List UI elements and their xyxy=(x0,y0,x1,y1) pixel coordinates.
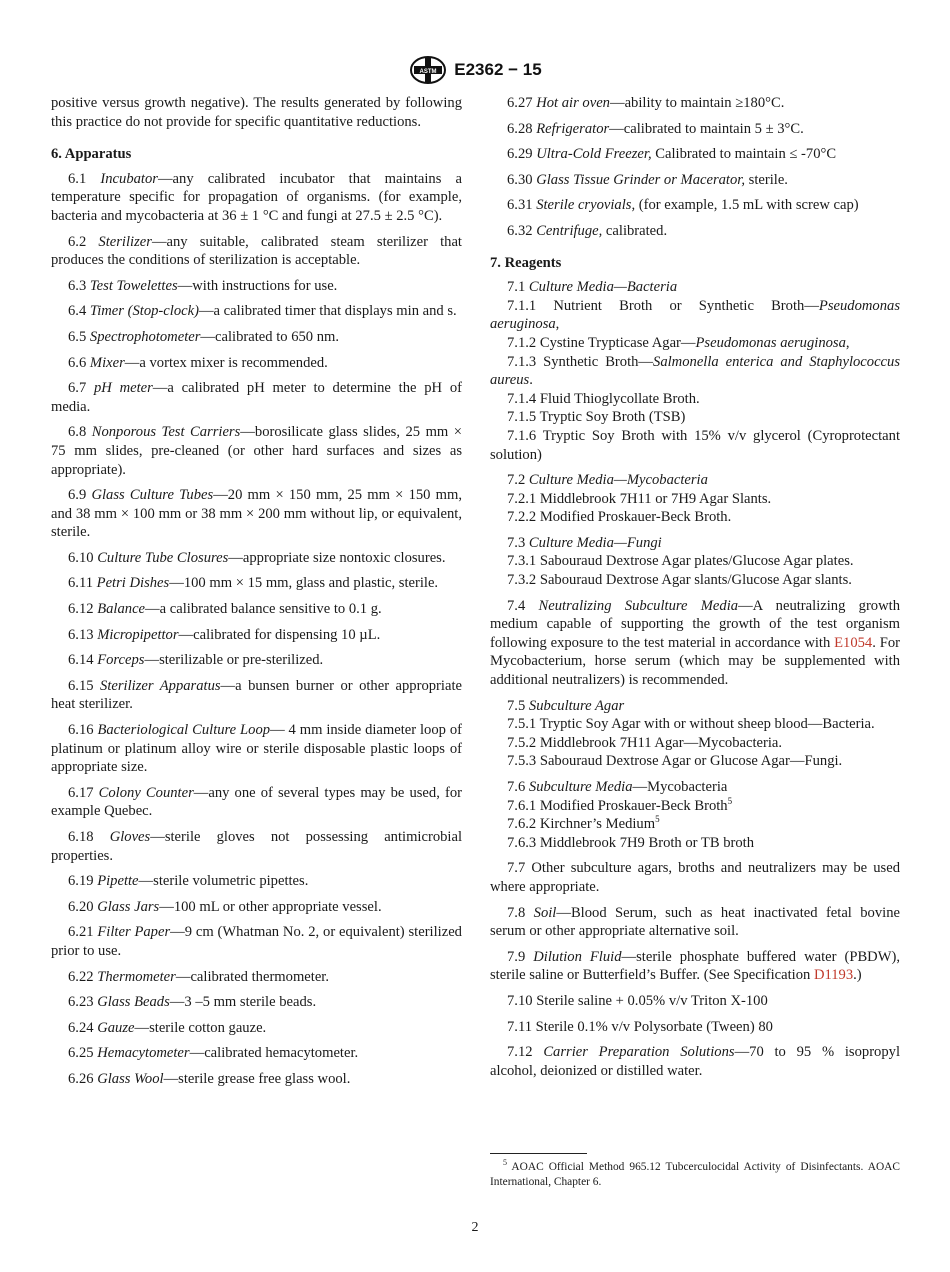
reagent-7-6-2: 7.6.2 Kirchner’s Medium$^5$ xyxy=(507,814,660,833)
apparatus-item: 6.13 Micropipettor—calibrated for dispensing 10 µL. xyxy=(68,626,381,643)
reagent-7-11: 7.11 Sterile 0.1% v/v Polysorbate (Tween) 80 xyxy=(507,1018,773,1035)
footnote-ref[interactable]: 5 xyxy=(655,814,660,825)
reagent-7-5-2: 7.5.2 Middlebrook 7H11 Agar—Mycobacteria. xyxy=(507,734,783,751)
reagent-7-2-1: 7.2.1 Middlebrook 7H11 or 7H9 Agar Slants. xyxy=(507,490,772,507)
apparatus-item: 6.28 Refrigerator—calibrated to maintain 5 ± 3°C. xyxy=(507,120,804,137)
reagent-7-1: 7.1 Culture Media—Bacteria xyxy=(507,279,678,296)
apparatus-item: 6.11 Petri Dishes—100 mm × 15 mm, glass and plastic, sterile. xyxy=(68,575,439,592)
reagent-7-9: 7.9 Dilution Fluid—sterile phosphate buffered water (PBDW), sterile saline or Butterfield’s Buffer. (See Specification D1193.) xyxy=(490,948,900,984)
reagent-7-1-4: 7.1.4 Fluid Thioglycollate Broth. xyxy=(507,390,700,407)
apparatus-item: 6.18 Gloves—sterile gloves not possessing antimicrobial properties. xyxy=(51,829,462,864)
apparatus-item: 6.5 Spectrophotometer—calibrated to 650 nm. xyxy=(68,328,340,345)
reagent-7-10: 7.10 Sterile saline + 0.05% v/v Triton X-100 xyxy=(507,992,768,1009)
footnote: $^5$ AOAC Official Method 965.12 Tubcerculocidal Activity of Disinfectants. AOAC International, Chapter 6. xyxy=(490,1158,900,1188)
apparatus-item: 6.1 Incubator—any calibrated incubator that maintains a temperature specific for propagation of organisms. (for example, bacteria and mycobacteria at 36 ± 1 °C and fungi at 27.5 ± 2.5 °C). xyxy=(51,170,462,224)
apparatus-item: 6.6 Mixer—a vortex mixer is recommended. xyxy=(68,354,328,371)
apparatus-item: 6.19 Pipette—sterile volumetric pipettes. xyxy=(68,873,309,890)
reagent-7-7: 7.7 Other subculture agars, broths and neutralizers may be used where appropriate. xyxy=(490,860,900,895)
reagent-7-1-1: 7.1.1 Nutrient Broth or Synthetic Broth—Pseudomonas aeruginosa, xyxy=(490,297,900,333)
right-column xyxy=(490,94,900,1087)
intro-paragraph: positive versus growth negative). The results generated by following this practice do not provide for specific quantitative reductions. xyxy=(51,95,462,130)
apparatus-item: 6.21 Filter Paper—9 cm (Whatman No. 2, or equivalent) sterilized prior to use. xyxy=(51,924,462,959)
reagent-7-4: 7.4 Neutralizing Subculture Media—A neutralizing growth medium capable of supporting the growth of the test organism following exposure to the test material in accordance with E1054. For Mycobacterium, horse serum (which may be supplemented with additional neutralizers) is recommended. xyxy=(490,597,900,689)
apparatus-item: 6.20 Glass Jars—100 mL or other appropriate vessel. xyxy=(68,898,382,915)
reagent-7-6: 7.6 Subculture Media—Mycobacteria xyxy=(507,779,728,795)
reagent-7-5-1: 7.5.1 Tryptic Soy Agar with or without sheep blood—Bacteria. xyxy=(507,716,875,733)
apparatus-item: 6.26 Glass Wool—sterile grease free glass wool. xyxy=(68,1070,351,1087)
apparatus-item: 6.10 Culture Tube Closures—appropriate size nontoxic closures. xyxy=(68,549,446,566)
reagent-7-5: 7.5 Subculture Agar xyxy=(507,697,625,714)
svg-text:ASTM: ASTM xyxy=(419,69,437,75)
reference-link-d1193[interactable]: D1193 xyxy=(813,967,854,984)
reagent-7-3-1: 7.3.1 Sabouraud Dextrose Agar plates/Glucose Agar plates. xyxy=(507,553,854,570)
apparatus-item: 6.9 Glass Culture Tubes—20 mm × 150 mm, 25 mm × 150 mm, and 38 mm × 100 mm or 38 mm × 200 mm without lip, or equivalent, sterile. xyxy=(51,487,462,541)
apparatus-item: 6.31 Sterile cryovials, (for example, 1.5 mL with screw cap) xyxy=(507,197,859,214)
reagent-7-12: 7.12 Carrier Preparation Solutions—70 to 95 % isopropyl alcohol, deionized or distilled water. xyxy=(490,1044,900,1079)
footnote-divider xyxy=(490,1153,587,1154)
apparatus-item: 6.14 Forceps—sterilizable or pre-sterilized. xyxy=(68,652,324,669)
apparatus-item: 6.27 Hot air oven—ability to maintain ≥180°C. xyxy=(507,95,785,111)
apparatus-item: 6.29 Ultra-Cold Freezer, Calibrated to maintain ≤ -70°C xyxy=(507,146,837,163)
apparatus-item: 6.32 Centrifuge, calibrated. xyxy=(507,222,668,239)
reagent-7-6-1: 7.6.1 Modified Proskauer-Beck Broth$^5$ xyxy=(507,795,733,814)
reagent-7-1-6: 7.1.6 Tryptic Soy Broth with 15% v/v glycerol (Cyroprotectant solution) xyxy=(490,427,900,463)
apparatus-item: 6.2 Sterilizer—any suitable, calibrated steam sterilizer that produces the conditions of sterilization is acceptable. xyxy=(51,233,462,269)
standard-designation: E2362 − 15 xyxy=(454,60,542,79)
page-number: 2 xyxy=(471,1220,479,1235)
left-column xyxy=(51,94,462,1096)
apparatus-item: 6.25 Hemacytometer—calibrated hemacytometer. xyxy=(68,1045,359,1062)
section-heading-apparatus: 6. Apparatus xyxy=(51,146,132,163)
reagent-7-6-3: 7.6.3 Middlebrook 7H9 Broth or TB broth xyxy=(507,834,755,851)
apparatus-item: 6.7 pH meter—a calibrated pH meter to determine the pH of media. xyxy=(51,380,462,415)
apparatus-item: 6.12 Balance—a calibrated balance sensitive to 0.1 g. xyxy=(68,601,382,618)
reagent-7-3: 7.3 Culture Media—Fungi xyxy=(507,534,662,551)
apparatus-item: 6.22 Thermometer—calibrated thermometer. xyxy=(68,968,330,985)
reagent-7-2-2: 7.2.2 Modified Proskauer-Beck Broth. xyxy=(507,509,732,526)
apparatus-item: 6.24 Gauze—sterile cotton gauze. xyxy=(68,1019,267,1036)
reagent-7-8: 7.8 Soil—Blood Serum, such as heat inactivated fetal bovine serum or other appropriate alternative soil. xyxy=(490,904,900,940)
reagent-7-1-3: 7.1.3 Synthetic Broth—Salmonella enterica and Staphylococcus aureus. xyxy=(490,353,900,389)
page-header xyxy=(0,55,950,85)
apparatus-item: 6.16 Bacteriological Culture Loop— 4 mm inside diameter loop of platinum or platinum alloy wire or sterile disposable plastic loops of appropriate size. xyxy=(51,722,462,776)
astm-logo-icon xyxy=(408,55,448,85)
apparatus-item: 6.15 Sterilizer Apparatus—a bunsen burner or other appropriate heat sterilizer. xyxy=(51,677,462,713)
reagent-7-1-5: 7.1.5 Tryptic Soy Broth (TSB) xyxy=(507,409,686,426)
reagent-7-3-2: 7.3.2 Sabouraud Dextrose Agar slants/Glucose Agar slants. xyxy=(507,572,852,589)
apparatus-item: 6.8 Nonporous Test Carriers—borosilicate glass slides, 25 mm × 75 mm slides, pre-cleaned (or other hard surfaces and sizes as appropriate). xyxy=(51,424,462,478)
apparatus-item: 6.3 Test Towelettes—with instructions for use. xyxy=(68,277,338,294)
apparatus-item: 6.4 Timer (Stop-clock)—a calibrated timer that displays min and s. xyxy=(68,303,457,320)
apparatus-item: 6.30 Glass Tissue Grinder or Macerator, sterile. xyxy=(507,171,788,188)
reagent-7-1-2: 7.1.2 Cystine Trypticase Agar—Pseudomonas aeruginosa, xyxy=(507,334,850,351)
section-heading-reagents: 7. Reagents xyxy=(490,254,562,271)
reagent-7-5-3: 7.5.3 Sabouraud Dextrose Agar or Glucose Agar—Fungi. xyxy=(507,753,843,770)
footnote-ref[interactable]: 5 xyxy=(727,795,733,806)
apparatus-item: 6.23 Glass Beads—3 –5 mm sterile beads. xyxy=(68,994,317,1011)
reagent-7-2: 7.2 Culture Media—Mycobacteria xyxy=(507,472,708,489)
apparatus-item: 6.17 Colony Counter—any one of several types may be used, for example Quebec. xyxy=(51,784,462,820)
reference-link-e1054[interactable]: E1054 xyxy=(834,634,873,651)
